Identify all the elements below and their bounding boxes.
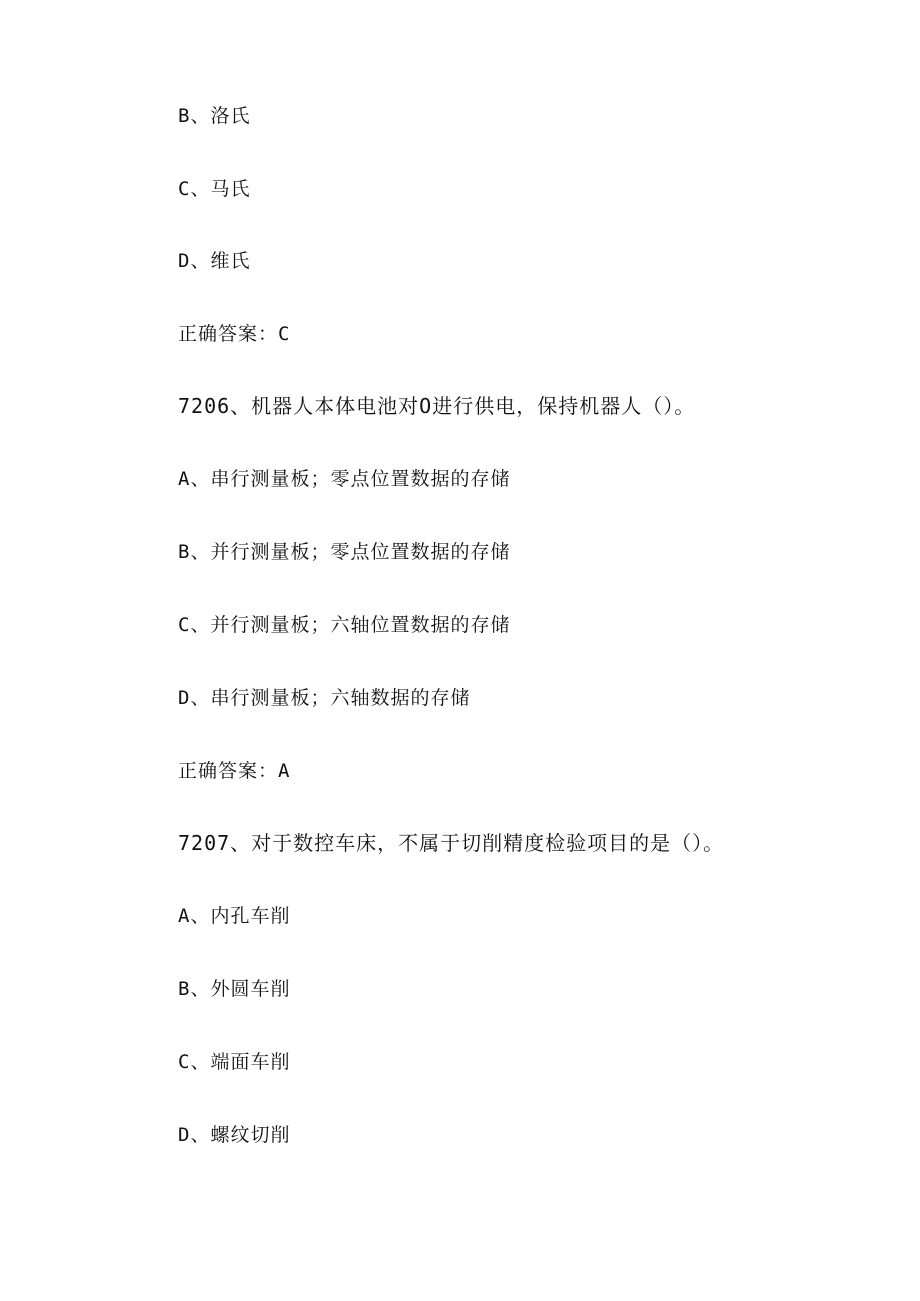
question-7206-option-d: D、串行测量板；六轴数据的存储 [178, 687, 471, 709]
question-7206-option-c: C、并行测量板；六轴位置数据的存储 [178, 614, 511, 636]
question-7207-text: 7207、对于数控车床，不属于切削精度检验项目的是（）。 [178, 831, 725, 855]
option-c: C、马氏 [178, 178, 251, 200]
option-d: D、维氏 [178, 250, 251, 272]
option-b: B、洛氏 [178, 105, 251, 127]
question-7207-option-d: D、螺纹切削 [178, 1124, 291, 1146]
question-7207-option-b: B、外圆车削 [178, 978, 291, 1000]
question-7206-option-b: B、并行测量板；零点位置数据的存储 [178, 541, 511, 563]
question-7206-text: 7206、机器人本体电池对O进行供电，保持机器人（）。 [178, 394, 696, 418]
question-7206-correct-answer: 正确答案：A [178, 760, 291, 782]
question-7207-option-c: C、端面车削 [178, 1051, 291, 1073]
question-7207-option-a: A、内孔车削 [178, 905, 291, 927]
correct-answer: 正确答案：C [178, 323, 291, 345]
question-7206-option-a: A、串行测量板；零点位置数据的存储 [178, 468, 511, 490]
